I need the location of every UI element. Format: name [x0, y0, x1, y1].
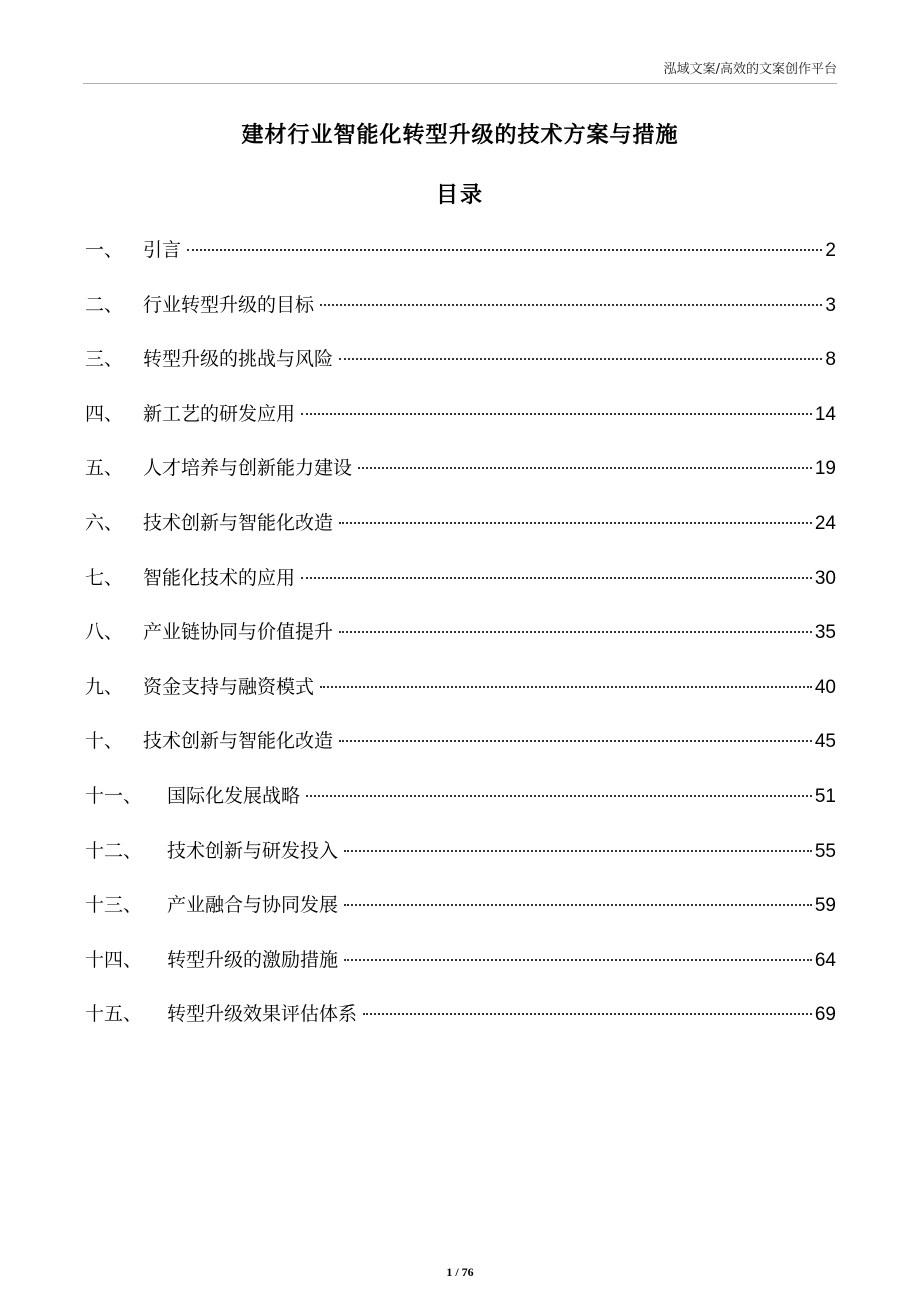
toc-entry[interactable]: [85, 665, 836, 720]
toc-entry-number: 十二、: [85, 839, 143, 862]
toc-entry[interactable]: [85, 337, 836, 392]
dot-leader: [363, 1013, 812, 1015]
toc-entry-label: 技术创新与研发投入: [167, 839, 339, 862]
dot-leader: [344, 850, 812, 852]
toc-entry-page: 51: [814, 785, 836, 807]
toc-entry[interactable]: [85, 228, 836, 283]
dot-leader: [358, 467, 812, 469]
toc-entry-number: 九、: [85, 675, 124, 698]
toc-entry-number: 十、: [85, 730, 124, 753]
toc-entry-label: 转型升级的挑战与风险: [143, 348, 334, 371]
toc-entry-label: 资金支持与融资模式: [143, 675, 315, 698]
toc-entry-number: 四、: [85, 402, 124, 425]
toc-entry[interactable]: [85, 392, 836, 447]
dot-leader: [306, 795, 812, 797]
toc-heading: 目录: [435, 183, 484, 208]
toc-entry[interactable]: [85, 610, 836, 665]
toc-entry-number: 十四、: [85, 948, 143, 971]
toc-entry-label: 人才培养与创新能力建设: [143, 457, 353, 480]
toc-entry-page: 30: [814, 567, 836, 589]
toc-entry[interactable]: [85, 938, 836, 993]
toc-entry-number: 十五、: [85, 1003, 143, 1026]
toc-entry-page: 55: [814, 840, 836, 862]
toc-entry-label: 国际化发展战略: [167, 784, 301, 807]
toc-entry-page: 35: [814, 622, 836, 644]
toc-entry[interactable]: [85, 283, 836, 338]
toc-entry-page: 45: [814, 731, 836, 753]
toc-entry-page: 2: [825, 240, 836, 261]
dot-leader: [344, 904, 812, 906]
dot-leader: [301, 413, 812, 415]
toc-entry-label: 技术创新与智能化改造: [143, 511, 334, 534]
toc-entry-page: 69: [814, 1004, 836, 1026]
page-header: 泓域文案/高效的文案创作平台: [663, 62, 837, 77]
toc-entry-page: 14: [814, 403, 836, 425]
toc-entry-page: 19: [814, 458, 836, 480]
dot-leader: [301, 577, 812, 579]
dot-leader: [320, 304, 822, 306]
dot-leader: [339, 522, 812, 524]
toc-entry-number: 五、: [85, 457, 124, 480]
toc-entry-label: 新工艺的研发应用: [143, 402, 296, 425]
toc-entry-number: 三、: [85, 348, 124, 371]
toc-entry-number: 八、: [85, 621, 124, 644]
toc-entry[interactable]: [85, 992, 836, 1047]
toc-entry-label: 技术创新与智能化改造: [143, 730, 334, 753]
document-title: 建材行业智能化转型升级的技术方案与措施: [241, 123, 679, 148]
toc-entry-page: 64: [814, 949, 836, 971]
header-divider: [83, 83, 837, 84]
toc-entry-number: 二、: [85, 293, 124, 316]
toc-entry-number: 十一、: [85, 784, 143, 807]
dot-leader: [339, 740, 812, 742]
toc-entry-number: 十三、: [85, 894, 143, 917]
toc-entry-page: 24: [814, 512, 836, 534]
dot-leader: [320, 686, 812, 688]
dot-leader: [339, 358, 822, 360]
toc-entry-label: 产业链协同与价值提升: [143, 621, 334, 644]
toc-entry[interactable]: [85, 883, 836, 938]
dot-leader: [339, 631, 812, 633]
toc-entry[interactable]: [85, 774, 836, 829]
toc-entry-number: 六、: [85, 511, 124, 534]
toc-entry[interactable]: [85, 829, 836, 884]
table-of-contents: [85, 228, 836, 1047]
toc-entry-label: 行业转型升级的目标: [143, 293, 315, 316]
toc-entry-label: 智能化技术的应用: [143, 566, 296, 589]
toc-entry[interactable]: [85, 556, 836, 611]
toc-entry[interactable]: [85, 501, 836, 556]
toc-entry-page: 8: [825, 349, 836, 371]
dot-leader: [187, 249, 822, 251]
toc-entry-number: 一、: [85, 239, 124, 261]
toc-entry-label: 引言: [143, 239, 182, 261]
toc-entry-page: 59: [814, 895, 836, 917]
toc-entry-label: 转型升级的激励措施: [167, 948, 339, 971]
toc-entry-number: 七、: [85, 566, 124, 589]
dot-leader: [344, 959, 812, 961]
toc-entry-label: 转型升级效果评估体系: [167, 1003, 358, 1026]
page-number: 1 / 76: [446, 1265, 474, 1279]
toc-entry-page: 40: [814, 676, 836, 698]
toc-entry-page: 3: [825, 294, 836, 316]
toc-entry[interactable]: [85, 446, 836, 501]
toc-entry[interactable]: [85, 719, 836, 774]
toc-entry-label: 产业融合与协同发展: [167, 894, 339, 917]
